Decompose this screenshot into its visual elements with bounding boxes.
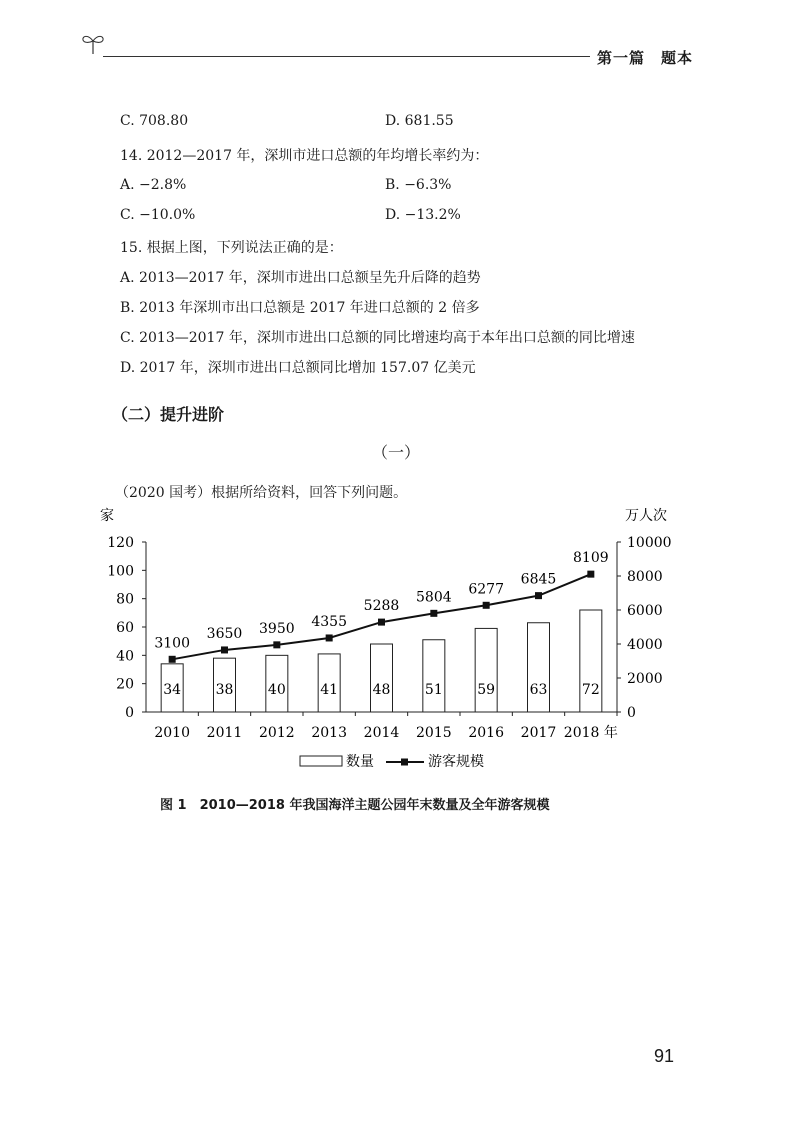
- x-tick-label: 2014: [363, 725, 400, 741]
- visitor-value-label: 3650: [206, 625, 243, 642]
- x-tick-label: 2018 年: [563, 725, 618, 741]
- right-tick-label: 4000: [627, 637, 663, 653]
- left-tick-label: 40: [116, 648, 134, 665]
- combo-chart: [90, 505, 690, 785]
- bar-value-label: 72: [581, 682, 600, 698]
- visitor-point: [378, 619, 385, 626]
- x-tick-label: 2011: [206, 725, 243, 741]
- visitor-point: [169, 656, 176, 663]
- x-tick-label: 2010: [154, 725, 190, 741]
- bar: [423, 640, 445, 712]
- option-b-15: B. 2013 年深圳市出口总额是 2017 年进口总额的 2 倍多: [120, 300, 480, 316]
- bar-value-label: 59: [477, 682, 496, 698]
- left-tick-label: 0: [125, 705, 134, 721]
- bar-value-label: 34: [163, 682, 182, 698]
- option-c-15: C. 2013—2017 年，深圳市进出口总额的同比增速均高于本年出口总额的同比增速: [120, 330, 635, 346]
- x-tick-label: 2015: [416, 725, 452, 741]
- option-c-14: C. −10.0%: [120, 207, 196, 223]
- visitor-value-label: 3950: [259, 620, 295, 637]
- right-axis-title: 万人次: [625, 508, 667, 524]
- header-section-title: 第一篇 题本: [597, 49, 694, 67]
- right-tick-label: 8000: [627, 569, 663, 585]
- bar: [475, 628, 497, 712]
- visitor-value-label: 8109: [573, 550, 609, 567]
- option-b-14: B. −6.3%: [385, 177, 452, 193]
- x-tick-label: 2012: [259, 725, 295, 741]
- left-tick-label: 120: [107, 535, 134, 551]
- visitor-point: [430, 610, 437, 617]
- material-intro: （2020 国考）根据所给资料，回答下列问题。: [115, 485, 408, 501]
- right-tick-label: 6000: [627, 603, 663, 619]
- visitor-value-label: 3100: [154, 635, 190, 652]
- right-tick-label: 0: [627, 705, 636, 721]
- left-tick-label: 60: [116, 620, 134, 636]
- left-tick-label: 20: [116, 676, 134, 693]
- legend-bar-swatch: [300, 756, 342, 766]
- option-a-15: A. 2013—2017 年，深圳市进出口总额呈先升后降的趋势: [120, 270, 481, 286]
- bar: [371, 644, 393, 712]
- visitor-value-label: 5288: [363, 598, 400, 615]
- figure-caption: 图 1 2010—2018 年我国海洋主题公园年末数量及全年游客规模: [160, 798, 550, 813]
- visitor-point: [221, 646, 228, 653]
- header-rule: [103, 56, 590, 57]
- page-header: [0, 0, 800, 80]
- question-14-stem: 14. 2012—2017 年，深圳市进口总额的年均增长率约为：: [120, 148, 489, 164]
- visitor-point: [587, 571, 594, 578]
- visitor-value-label: 6845: [520, 571, 557, 588]
- visitor-point: [483, 602, 490, 609]
- bar-value-label: 38: [215, 682, 234, 698]
- section-title: （二）提升进阶: [112, 405, 225, 424]
- bar-value-label: 48: [372, 682, 391, 698]
- legend-bar-label: 数量: [346, 754, 374, 770]
- x-tick-label: 2016: [468, 725, 504, 741]
- x-tick-label: 2013: [311, 725, 347, 741]
- option-d-14: D. −13.2%: [385, 207, 461, 223]
- x-tick-label: 2017: [520, 725, 557, 741]
- page-number: 91: [654, 1046, 675, 1066]
- visitor-value-label: 6277: [468, 581, 504, 598]
- option-c-13: C. 708.80: [120, 113, 189, 129]
- question-15-stem: 15. 根据上图，下列说法正确的是：: [120, 240, 343, 256]
- visitor-value-label: 5804: [416, 589, 452, 606]
- right-tick-label: 10000: [627, 535, 672, 551]
- sprout-icon: [80, 30, 106, 56]
- option-d-13: D. 681.55: [385, 113, 454, 129]
- option-d-15: D. 2017 年，深圳市进出口总额同比增加 157.07 亿美元: [120, 360, 476, 376]
- left-tick-label: 100: [107, 563, 134, 580]
- right-tick-label: 2000: [627, 671, 663, 687]
- left-axis-title: 家: [100, 508, 114, 524]
- bar: [528, 623, 550, 712]
- visitor-value-label: 4355: [311, 613, 347, 630]
- left-tick-label: 80: [116, 591, 134, 608]
- visitor-point: [273, 641, 280, 648]
- bar-value-label: 40: [267, 682, 286, 698]
- bar-value-label: 63: [529, 682, 548, 698]
- bar-value-label: 51: [424, 682, 443, 698]
- visitor-point: [326, 634, 333, 641]
- material-heading: （一）: [372, 443, 421, 462]
- visitor-point: [535, 592, 542, 599]
- legend-line-marker: [401, 759, 408, 766]
- option-a-14: A. −2.8%: [120, 177, 187, 193]
- legend-line-label: 游客规模: [428, 754, 484, 770]
- bar-value-label: 41: [320, 682, 339, 698]
